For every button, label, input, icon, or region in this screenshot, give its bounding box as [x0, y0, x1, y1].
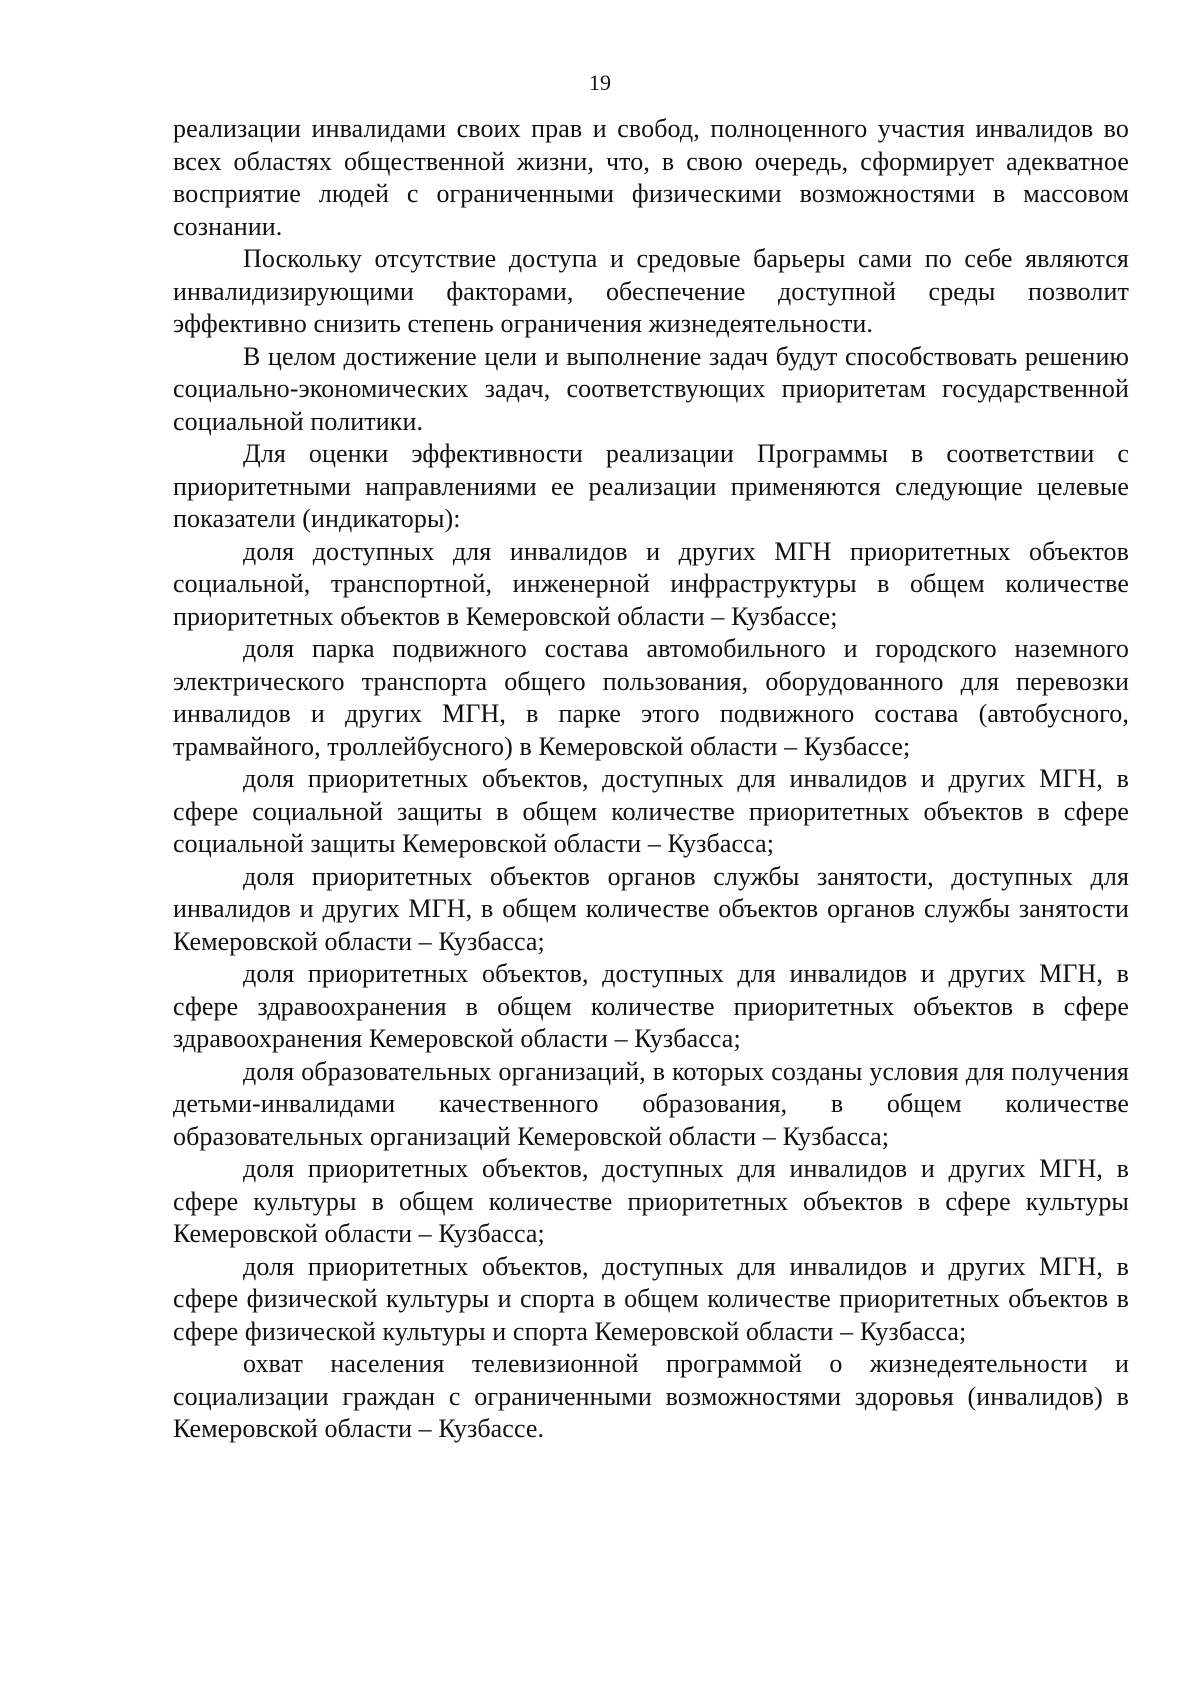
page-number: 19: [589, 70, 611, 95]
paragraph: Для оценки эффективности реализации Программы в соответствии с приоритетными направлениями ее реализации применяются следующие целевые показатели (индикаторы):: [173, 439, 1129, 533]
indicator-item: доля приоритетных объектов, доступных для инвалидов и других МГН, в сфере культуры в общем количестве приоритетных объектов в сфере культуры Кемеровской области – Кузбасса;: [173, 1154, 1129, 1248]
paragraph-continuation: реализации инвалидами своих прав и свобод, полноценного участия инвалидов во всех областях общественной жизни, что, в свою очередь, сформирует адекватное восприятие людей с ограниченными физическими возможностями в массовом сознании.: [173, 114, 1129, 241]
document-body: [173, 113, 1129, 1446]
indicator-item: доля парка подвижного состава автомобильного и городского наземного электрического транспорта общего пользования, оборудованного для перевозки инвалидов и других МГН, в парке этого подвижного состава (автобусного, трамвайного, троллейбусного) в Кемеровской области – Кузбассе;: [173, 634, 1129, 761]
indicator-item: доля приоритетных объектов, доступных для инвалидов и других МГН, в сфере здравоохранения в общем количестве приоритетных объектов в сфере здравоохранения Кемеровской области – Кузбасса;: [173, 959, 1129, 1053]
indicator-item: доля приоритетных объектов, доступных для инвалидов и других МГН, в сфере физической культуры и спорта в общем количестве приоритетных объектов в сфере физической культуры и спорта Кемеровской области – Кузбасса;: [173, 1251, 1129, 1346]
indicator-item: доля доступных для инвалидов и других МГН приоритетных объектов социальной, транспортной, инженерной инфраструктуры в общем количестве приоритетных объектов в Кемеровской области – Кузбассе;: [173, 536, 1129, 631]
paragraph: В целом достижение цели и выполнение задач будут способствовать решению социально-экономических задач, соответствующих приоритетам государственной социальной политики.: [173, 341, 1129, 436]
paragraph: Поскольку отсутствие доступа и средовые барьеры сами по себе являются инвалидизирующими факторами, обеспечение доступной среды позволит эффективно снизить степень ограничения жизнедеятельности.: [173, 244, 1129, 338]
indicator-item: доля приоритетных объектов, доступных для инвалидов и других МГН, в сфере социальной защиты в общем количестве приоритетных объектов в сфере социальной защиты Кемеровской области – Кузбасса;: [173, 764, 1129, 858]
indicator-item: доля образовательных организаций, в которых созданы условия для получения детьми-инвалидами качественного образования, в общем количестве образовательных организаций Кемеровской области – Кузбасса;: [173, 1056, 1129, 1151]
indicator-item: доля приоритетных объектов органов службы занятости, доступных для инвалидов и других МГН, в общем количестве объектов органов службы занятости Кемеровской области – Кузбасса;: [173, 861, 1129, 956]
indicator-item: охват населения телевизионной программой о жизнедеятельности и социализации граждан с ограниченными возможностями здоровья (инвалидов) в Кемеровской области – Кузбассе.: [173, 1349, 1129, 1443]
